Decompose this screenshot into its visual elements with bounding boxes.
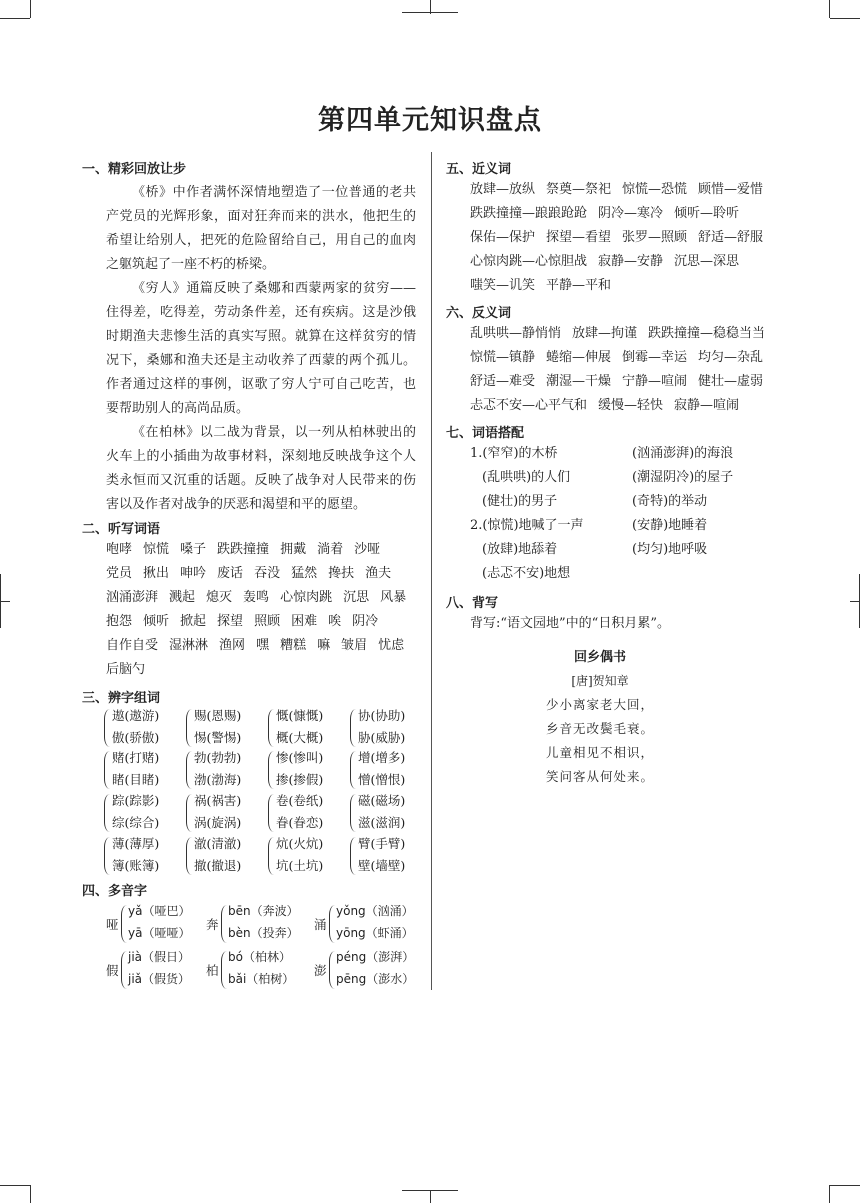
antonym-pair: 忐忑不安—心平气和 <box>470 398 588 413</box>
pair-word-a: 协(协助) <box>358 708 406 723</box>
crop-mark <box>430 1190 431 1203</box>
paragraph: 《穷人》通篇反映了桑娜和西蒙两家的贫穷——住得差，吃得差，劳动条件差，还有疾病。这是沙俄时期渔夫悲惨生活的真实写照。就算在这样贫穷的情况下，桑娜和渔夫还是主动收养了西蒙的两个孤儿。作者通过这样的事例，讴歌了穷人宁可自己吃苦，也要帮助别人的高尚品质。 <box>106 281 416 416</box>
dictation-word: 心惊肉跳 <box>280 590 333 605</box>
synonym-line <box>470 274 790 298</box>
brace <box>350 709 357 747</box>
brace <box>268 751 275 789</box>
brace <box>104 709 111 747</box>
poem <box>440 646 760 789</box>
dictation-word: 掀起 <box>180 614 207 629</box>
antonym-line <box>470 394 790 418</box>
brace <box>221 951 228 989</box>
character-pair <box>104 706 184 752</box>
pair-word-a: 炕(火炕) <box>276 836 324 851</box>
dictation-word: 湿淋淋 <box>169 638 209 653</box>
dictation-word: 皱眉 <box>341 638 368 653</box>
polyphone-reading-b: pēng（澎水） <box>336 972 415 986</box>
pair-word-b: 撤(撤退) <box>194 858 242 873</box>
recite-instruction: 背写:“语文园地”中的“日积月累”。 <box>470 616 670 631</box>
crop-mark <box>30 0 31 18</box>
antonym-pair: 乱哄哄—静悄悄 <box>470 326 562 341</box>
dictation-word: 呻吟 <box>180 566 207 581</box>
section-heading-antonyms: 六、反义词 <box>446 306 512 321</box>
collocation-list <box>470 442 790 586</box>
brace <box>350 794 357 832</box>
dictation-word: 探望 <box>217 614 244 629</box>
character-pair <box>350 791 430 837</box>
pair-word-b: 傲(骄傲) <box>112 730 160 745</box>
pair-word-a: 赐(恩赐) <box>194 708 242 723</box>
antonym-line <box>470 370 790 394</box>
pair-word-a: 增(增多) <box>358 750 406 765</box>
synonym-pair: 阴冷—寒冷 <box>598 206 664 221</box>
pair-word-a: 勃(勃勃) <box>194 750 242 765</box>
dictation-word: 沙哑 <box>354 542 381 557</box>
antonym-pair: 舒适—难受 <box>470 374 536 389</box>
collocation-row <box>470 466 790 490</box>
paragraph: 《在柏林》以二战为背景，以一列从柏林驶出的火车上的小插曲为故事材料，深刻地反映战争这个人类永恒而又沉重的话题。反映了战争对人民带来的伤害以及作者对战争的厌恶和渴望和平的愿望。 <box>106 425 416 512</box>
section-heading-collocations: 七、词语搭配 <box>446 426 525 441</box>
poem-title: 回乡偶书 <box>573 650 626 665</box>
character-pair <box>268 791 348 837</box>
review-paragraphs <box>106 181 416 517</box>
brace <box>268 837 275 875</box>
crop-mark <box>402 12 458 13</box>
pair-word-b: 胁(威胁) <box>358 730 406 745</box>
dictation-word: 熄灭 <box>206 590 233 605</box>
synonym-line <box>470 226 790 250</box>
synonym-pair: 惊慌—恐慌 <box>622 182 688 197</box>
dictation-word: 忧虑 <box>378 638 405 653</box>
collocation-right: (汹涌澎湃)的海浪 <box>632 446 734 461</box>
synonym-pair: 跌跌撞撞—踉踉跄跄 <box>470 206 588 221</box>
dictation-word: 搀扶 <box>328 566 355 581</box>
polyphone-char: 假 <box>106 963 119 978</box>
synonym-pair: 平静—平和 <box>546 278 612 293</box>
dictation-word: 抱怨 <box>106 614 133 629</box>
brace <box>186 751 193 789</box>
pair-word-b: 综(综合) <box>112 815 160 830</box>
pair-word-a: 卷(卷纸) <box>276 793 324 808</box>
dictation-word: 淌着 <box>317 542 344 557</box>
polyphone-reading-b: yōng（虾涌） <box>336 926 414 940</box>
polyphone-reading-b: yā（哑哑） <box>128 926 191 940</box>
dictation-word-list <box>106 538 421 682</box>
antonym-pair: 健壮—虚弱 <box>698 374 764 389</box>
character-pair <box>186 834 266 880</box>
brace <box>121 905 128 943</box>
polyphone-item <box>314 948 424 994</box>
antonym-pair: 均匀—杂乱 <box>698 350 764 365</box>
pair-word-b: 坑(土坑) <box>276 858 324 873</box>
polyphone-reading-a: yǎ（哑巴） <box>128 904 191 918</box>
brace <box>186 837 193 875</box>
polyphone-char: 澎 <box>314 963 327 978</box>
antonym-pair: 惊慌—镇静 <box>470 350 536 365</box>
antonym-pair: 寂静—喧闹 <box>674 398 740 413</box>
crop-mark <box>0 574 1 628</box>
section-heading-review: 一、精彩回放让步 <box>82 162 187 177</box>
pair-word-a: 遨(遨游) <box>112 708 160 723</box>
synonym-pair: 寂静—安静 <box>598 254 664 269</box>
dictation-word: 党员 <box>106 566 133 581</box>
pair-word-b: 憎(憎恨) <box>358 772 406 787</box>
pair-word-b: 睹(目睹) <box>112 772 160 787</box>
character-pair <box>186 748 266 794</box>
polyphone-item <box>206 948 316 994</box>
polyphone-reading-a: bó（柏林） <box>228 950 291 964</box>
character-pair <box>350 748 430 794</box>
polyphone-reading-b: bèn（投奔） <box>228 926 299 940</box>
pair-word-b: 滋(滋润) <box>358 815 406 830</box>
polyphone-reading-b: jiǎ（假货） <box>128 972 191 986</box>
collocation-right: (均匀)地呼吸 <box>632 542 708 557</box>
dictation-word: 溅起 <box>169 590 196 605</box>
poem-line: 儿童相见不相识， <box>545 745 654 760</box>
brace <box>329 905 336 943</box>
character-pair <box>186 706 266 752</box>
collocation-right: (潮湿阴冷)的屋子 <box>632 470 734 485</box>
crop-mark <box>30 1185 31 1203</box>
collocation-left: (忐忑不安)地想 <box>482 566 571 581</box>
collocation-left: (健壮)的男子 <box>482 494 558 509</box>
collocation-row <box>470 490 790 514</box>
collocation-row <box>470 442 790 466</box>
brace <box>186 709 193 747</box>
collocation-left: (放肆)地舔着 <box>482 542 558 557</box>
crop-mark <box>0 18 30 19</box>
dictation-word: 后脑勺 <box>106 662 146 677</box>
dictation-word: 渔网 <box>219 638 246 653</box>
pair-word-b: 渤(渤海) <box>194 772 242 787</box>
dictation-word: 糟糕 <box>280 638 307 653</box>
collocation-right: (奇特)的举动 <box>632 494 708 509</box>
character-pair <box>350 834 430 880</box>
dictation-word: 拥戴 <box>280 542 307 557</box>
polyphone-item <box>106 902 216 948</box>
synonym-line <box>470 178 790 202</box>
crop-mark <box>0 1185 30 1186</box>
dictation-word: 风暴 <box>380 590 407 605</box>
antonym-pair: 潮湿—干燥 <box>546 374 612 389</box>
polyphone-item <box>106 948 216 994</box>
synonym-pair: 舒适—舒服 <box>698 230 764 245</box>
polyphone-item <box>314 902 424 948</box>
dictation-word: 嘿 <box>256 638 270 653</box>
pair-word-b: 壁(墙壁) <box>358 858 406 873</box>
section-heading-polyphones: 四、多音字 <box>82 884 148 899</box>
antonym-pair: 宁静—喧闹 <box>622 374 688 389</box>
character-pair <box>104 834 184 880</box>
section-heading-distinguish: 三、辨字组词 <box>82 691 161 706</box>
dictation-word: 废话 <box>217 566 244 581</box>
section-heading-dictation: 二、听写词语 <box>82 522 161 537</box>
collocation-left: 2.(惊慌)地喊了一声 <box>470 518 584 533</box>
antonym-pair: 缓慢—轻快 <box>598 398 664 413</box>
antonym-pair: 放肆—拘谨 <box>572 326 638 341</box>
brace <box>186 794 193 832</box>
brace <box>121 951 128 989</box>
character-pair <box>350 706 430 752</box>
pair-word-b: 掺(掺假) <box>276 772 324 787</box>
dictation-word: 自作自受 <box>106 638 159 653</box>
crop-mark <box>829 0 830 18</box>
collocation-row <box>470 562 790 586</box>
dictation-word: 猛然 <box>291 566 318 581</box>
brace <box>268 709 275 747</box>
antonym-pair: 倒霉—幸运 <box>622 350 688 365</box>
polyphone-reading-a: jià（假日） <box>128 950 191 964</box>
brace <box>329 951 336 989</box>
polyphone-item <box>206 902 316 948</box>
synonym-list <box>470 178 790 298</box>
polyphone-reading-a: yǒng（汹涌） <box>336 904 414 918</box>
dictation-word: 咆哮 <box>106 542 133 557</box>
dictation-word: 困难 <box>291 614 318 629</box>
synonym-pair: 张罗—照顾 <box>622 230 688 245</box>
polyphone-reading-a: bēn（奔波） <box>228 904 299 918</box>
paragraph: 《桥》中作者满怀深情地塑造了一位普通的老共产党员的光辉形象，面对狂奔而来的洪水，他把生的希望让给别人，把死的危险留给自己，用自己的血肉之躯筑起了一座不朽的桥梁。 <box>106 185 416 272</box>
poem-line: 乡音无改鬓毛衰。 <box>545 721 654 736</box>
synonym-line <box>470 202 790 226</box>
polyphone-reading-a: péng（澎湃） <box>336 950 415 964</box>
crop-mark <box>830 18 860 19</box>
column-divider <box>431 152 432 990</box>
polyphone-reading-b: bǎi（柏树） <box>228 972 295 986</box>
synonym-pair: 心惊肉跳—心惊胆战 <box>470 254 588 269</box>
synonym-pair: 沉思—深思 <box>674 254 740 269</box>
character-pair <box>104 791 184 837</box>
character-pair <box>268 834 348 880</box>
dictation-word: 渔夫 <box>365 566 392 581</box>
dictation-word: 沉思 <box>343 590 370 605</box>
polyphone-char: 柏 <box>206 963 219 978</box>
dictation-word: 唉 <box>328 614 342 629</box>
section-heading-synonyms: 五、近义词 <box>446 162 512 177</box>
character-pair <box>268 748 348 794</box>
pair-word-b: 涡(旋涡) <box>194 815 242 830</box>
polyphone-char: 哑 <box>106 917 119 932</box>
collocation-left: 1.(窄窄)的木桥 <box>470 446 558 461</box>
character-pairs-grid <box>104 706 424 878</box>
crop-mark <box>402 1190 458 1191</box>
polyphone-grid <box>106 902 426 994</box>
poem-author: [唐]贺知章 <box>571 674 629 688</box>
polyphone-char: 涌 <box>314 917 327 932</box>
polyphone-char: 奔 <box>206 917 219 932</box>
brace <box>104 751 111 789</box>
brace <box>221 905 228 943</box>
synonym-line <box>470 250 790 274</box>
pair-word-a: 惨(惨叫) <box>276 750 324 765</box>
dictation-word: 吞没 <box>254 566 281 581</box>
brace <box>104 837 111 875</box>
synonym-pair: 倾听—聆听 <box>674 206 740 221</box>
antonym-pair: 跌跌撞撞—稳稳当当 <box>648 326 766 341</box>
crop-mark <box>830 1185 860 1186</box>
synonym-pair: 放肆—放纵 <box>470 182 536 197</box>
pair-word-a: 澈(清澈) <box>194 836 242 851</box>
collocation-right: (安静)地睡着 <box>632 518 708 533</box>
dictation-word: 汹涌澎湃 <box>106 590 159 605</box>
pair-word-a: 踪(踪影) <box>112 793 160 808</box>
pair-word-a: 祸(祸害) <box>194 793 242 808</box>
synonym-pair: 保佑—保护 <box>470 230 536 245</box>
synonym-pair: 祭奠—祭祀 <box>546 182 612 197</box>
dictation-word: 倾听 <box>143 614 170 629</box>
dictation-word: 跌跌撞撞 <box>217 542 270 557</box>
section-heading-recite: 八、背写 <box>446 596 499 611</box>
pair-word-b: 概(大概) <box>276 730 324 745</box>
brace <box>350 837 357 875</box>
page-title: 第四单元知识盘点 <box>318 105 542 136</box>
dictation-word: 嘛 <box>317 638 331 653</box>
crop-mark <box>829 1185 830 1203</box>
dictation-word: 轰鸣 <box>243 590 270 605</box>
character-pair <box>186 791 266 837</box>
poem-line: 笑问客从何处来。 <box>545 769 654 784</box>
collocation-row <box>470 538 790 562</box>
antonym-line <box>470 346 790 370</box>
dictation-word: 阴冷 <box>352 614 379 629</box>
antonym-list <box>470 322 790 418</box>
poem-line: 少小离家老大回， <box>545 697 654 712</box>
synonym-pair: 顾惜—爱惜 <box>698 182 764 197</box>
character-pair <box>268 706 348 752</box>
pair-word-a: 慨(慷慨) <box>276 708 324 723</box>
pair-word-b: 惕(警惕) <box>194 730 242 745</box>
antonym-line <box>470 322 790 346</box>
brace <box>350 751 357 789</box>
antonym-pair: 蜷缩—伸展 <box>546 350 612 365</box>
brace <box>268 794 275 832</box>
pair-word-a: 薄(薄厚) <box>112 836 160 851</box>
pair-word-a: 赌(打赌) <box>112 750 160 765</box>
collocation-left: (乱哄哄)的人们 <box>482 470 571 485</box>
crop-mark <box>0 601 10 602</box>
dictation-word: 惊慌 <box>143 542 170 557</box>
synonym-pair: 探望—看望 <box>546 230 612 245</box>
dictation-word: 揪出 <box>143 566 170 581</box>
brace <box>104 794 111 832</box>
synonym-pair: 嗤笑—讥笑 <box>470 278 536 293</box>
pair-word-b: 簿(账簿) <box>112 858 160 873</box>
character-pair <box>104 748 184 794</box>
dictation-word: 照顾 <box>254 614 281 629</box>
dictation-word: 嗓子 <box>180 542 207 557</box>
pair-word-a: 磁(磁场) <box>358 793 406 808</box>
collocation-row <box>470 514 790 538</box>
pair-word-a: 臂(手臂) <box>358 836 406 851</box>
pair-word-b: 眷(眷恋) <box>276 815 324 830</box>
